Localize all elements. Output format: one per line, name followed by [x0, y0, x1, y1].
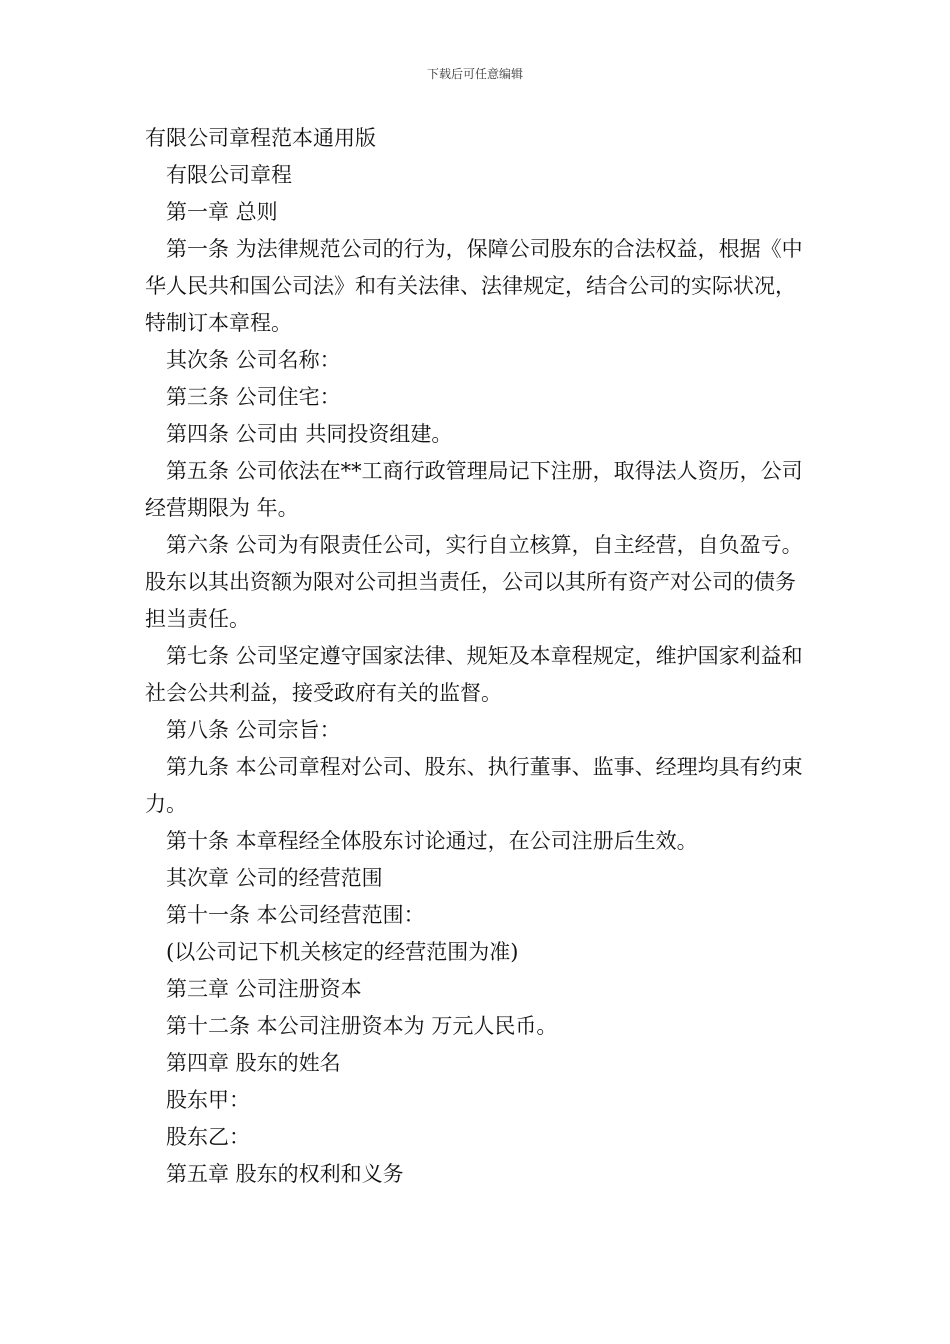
article-paragraph: 第四条 公司由 共同投资组建。	[166, 422, 453, 446]
document-title: 有限公司章程范本通用版	[145, 126, 376, 150]
article-paragraph: 第五条 公司依法在**工商行政管理局记下注册，取得法人资历，公司经营期限为 年。	[145, 459, 803, 520]
chapter-heading: 第一章 总则	[166, 200, 278, 224]
page-header	[0, 66, 950, 82]
article-paragraph: 第八条 公司宗旨：	[166, 718, 341, 742]
document-body	[145, 120, 807, 1193]
article-paragraph: 第十一条 本公司经营范围：	[166, 903, 425, 927]
shareholder-line: 股东乙：	[166, 1125, 250, 1149]
chapter-heading: 其次章 公司的经营范围	[166, 866, 383, 890]
article-note: (以公司记下机关核定的经营范围为准)	[166, 940, 519, 964]
chapter-heading: 第四章 股东的姓名	[166, 1051, 341, 1075]
shareholder-line: 股东甲：	[166, 1088, 250, 1112]
article-paragraph: 第十二条 本公司注册资本为 万元人民币。	[166, 1014, 558, 1038]
article-paragraph: 第六条 公司为有限责任公司，实行自立核算，自主经营，自负盈亏。股东以其出资额为限对公司担当责任，公司以其所有资产对公司的债务担当责任。	[145, 533, 803, 631]
chapter-heading: 第三章 公司注册资本	[166, 977, 362, 1001]
article-paragraph: 第十条 本章程经全体股东讨论通过，在公司注册后生效。	[166, 829, 698, 853]
article-paragraph: 第三条 公司住宅：	[166, 385, 341, 409]
header-text: 下载后可任意编辑	[426, 67, 523, 81]
chapter-heading: 第五章 股东的权利和义务	[166, 1162, 404, 1186]
article-paragraph: 其次条 公司名称：	[166, 348, 341, 372]
article-paragraph: 第九条 本公司章程对公司、股东、执行董事、监事、经理均具有约束力。	[145, 755, 803, 816]
section-title: 有限公司章程	[166, 163, 292, 187]
article-paragraph: 第七条 公司坚定遵守国家法律、规矩及本章程规定，维护国家利益和社会公共利益，接受政府有关的监督。	[145, 644, 803, 705]
article-paragraph: 第一条 为法律规范公司的行为，保障公司股东的合法权益，根据《中华人民共和国公司法》和有关法律、法律规定，结合公司的实际状况，特制订本章程。	[145, 237, 803, 335]
